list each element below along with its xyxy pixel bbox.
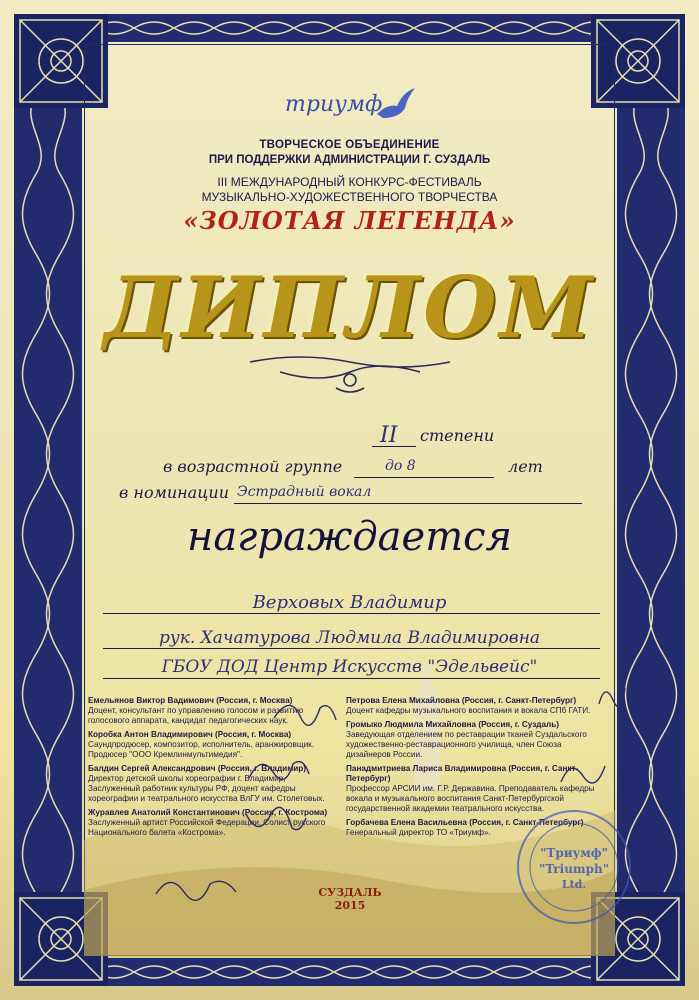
organizer-line-2: ПРИ ПОДДЕРЖКИ АДМИНИСТРАЦИИ Г. СУЗДАЛЬ bbox=[208, 154, 491, 166]
title-flourish-icon bbox=[240, 350, 460, 396]
signature-mark bbox=[245, 748, 315, 788]
teacher-name: рук. Хачатурова Людмила Владимировна bbox=[158, 628, 541, 648]
age-suffix: лет bbox=[508, 457, 543, 476]
frame-top-band bbox=[14, 14, 685, 42]
recipient-underline bbox=[103, 613, 600, 614]
signature-mark bbox=[270, 690, 340, 730]
signature-mark bbox=[150, 866, 240, 906]
jury-member: Горбачева Елена Васильевна (Россия, г. Санкт-Петербург) Генеральный директор ТО «Триумф». bbox=[346, 818, 584, 837]
jury-member: Журавлев Анатолий Константинович (Россия, г. Кострома) Заслуженный артист Российской Федерации. Солист русского Национального балета «Кострома». bbox=[88, 808, 328, 837]
nomination-label: в номинации bbox=[119, 483, 229, 502]
logo-text: триумф bbox=[285, 92, 383, 117]
nomination-underline bbox=[234, 503, 582, 504]
signature-mark bbox=[595, 678, 629, 712]
jury-member: Балдин Сергей Александрович (Россия, г. Владимир) Директор детской школы хореографии г. Владимир, Заслуженный работник культуры РФ, доцент кафедры хореографии и театрального искусства ВлГУ им. Столетовых. bbox=[88, 764, 325, 803]
festival-line-1: III МЕЖДУНАРОДНЫЙ КОНКУРС-ФЕСТИВАЛЬ bbox=[217, 175, 482, 189]
degree-underline bbox=[372, 446, 416, 447]
festival-name: «ЗОЛОТАЯ ЛЕГЕНДА» bbox=[183, 206, 516, 235]
jury-member: Громыко Людмила Михайловна (Россия, г. Суздаль) Заведующая отделением по реставрации тканей Суздальского художественно-реставрационного училища, член Союза дизайнеров России. bbox=[346, 720, 587, 759]
stamp-line-3: Ltd. bbox=[561, 878, 587, 891]
festival-line-2: МУЗЫКАЛЬНО-ХУДОЖЕСТВЕННОГО ТВОРЧЕСТВА bbox=[201, 190, 498, 204]
degree-value: II bbox=[380, 423, 398, 448]
degree-label: степени bbox=[420, 426, 495, 445]
jury-member: Коробка Антон Владимирович (Россия, г. Москва) Саундпродюсер, композитор, исполнитель, аранжировщик. Продюсер "ООО Кремлинмультимедия". bbox=[88, 730, 315, 759]
recipient-name: Верховых Владимир bbox=[252, 592, 447, 613]
age-underline bbox=[354, 477, 494, 478]
teacher-underline bbox=[103, 648, 600, 649]
jury-member: Емельянов Виктор Вадимович (Россия, г. Москва) Доцент, консультант по управлению голосом и развитию голосового аппарата, кандидат педагогических наук. bbox=[88, 696, 304, 725]
nomination-value: Эстрадный вокал bbox=[237, 484, 372, 500]
frame-bottom-band bbox=[14, 958, 685, 986]
signature-mark bbox=[555, 752, 615, 792]
stamp-seal bbox=[515, 808, 633, 926]
jury-member: Панадмитриева Лариса Владимировна (Россия, г. Санкт-Петербург) Профессор АРСИИ им. Г.Р. Державина. Преподаватель кафедры вокала и музыкального воспитания Санкт-Петербургской государственной академии театрального искусства. bbox=[346, 764, 595, 813]
diploma-title: ДИПЛОМ bbox=[103, 258, 596, 357]
city-year: СУЗДАЛЬ 2015 bbox=[318, 886, 382, 912]
age-group-label: в возрастной группе bbox=[163, 457, 343, 476]
stamp-line-2: "Triumph" bbox=[539, 862, 609, 876]
triumph-logo bbox=[285, 84, 425, 134]
jury-member: Петрова Елена Михайловна (Россия, г. Санкт-Петербург) Доцент кафедры музыкального воспитания и вокала СПб ГАТИ. bbox=[346, 696, 591, 715]
signature-mark bbox=[240, 804, 310, 844]
frame-left-band bbox=[14, 14, 82, 986]
awarded-heading: награждается bbox=[186, 514, 513, 560]
stamp-line-1: "Триумф" bbox=[540, 846, 608, 860]
age-group-value: до 8 bbox=[385, 458, 416, 474]
institution-underline bbox=[103, 678, 600, 679]
dove-icon bbox=[373, 84, 417, 128]
organizer-line-1: ТВОРЧЕСКОЕ ОБЪЕДИНЕНИЕ bbox=[259, 139, 440, 151]
institution-name: ГБОУ ДОД Центр Искусств "Эдельвейс" bbox=[161, 657, 538, 677]
